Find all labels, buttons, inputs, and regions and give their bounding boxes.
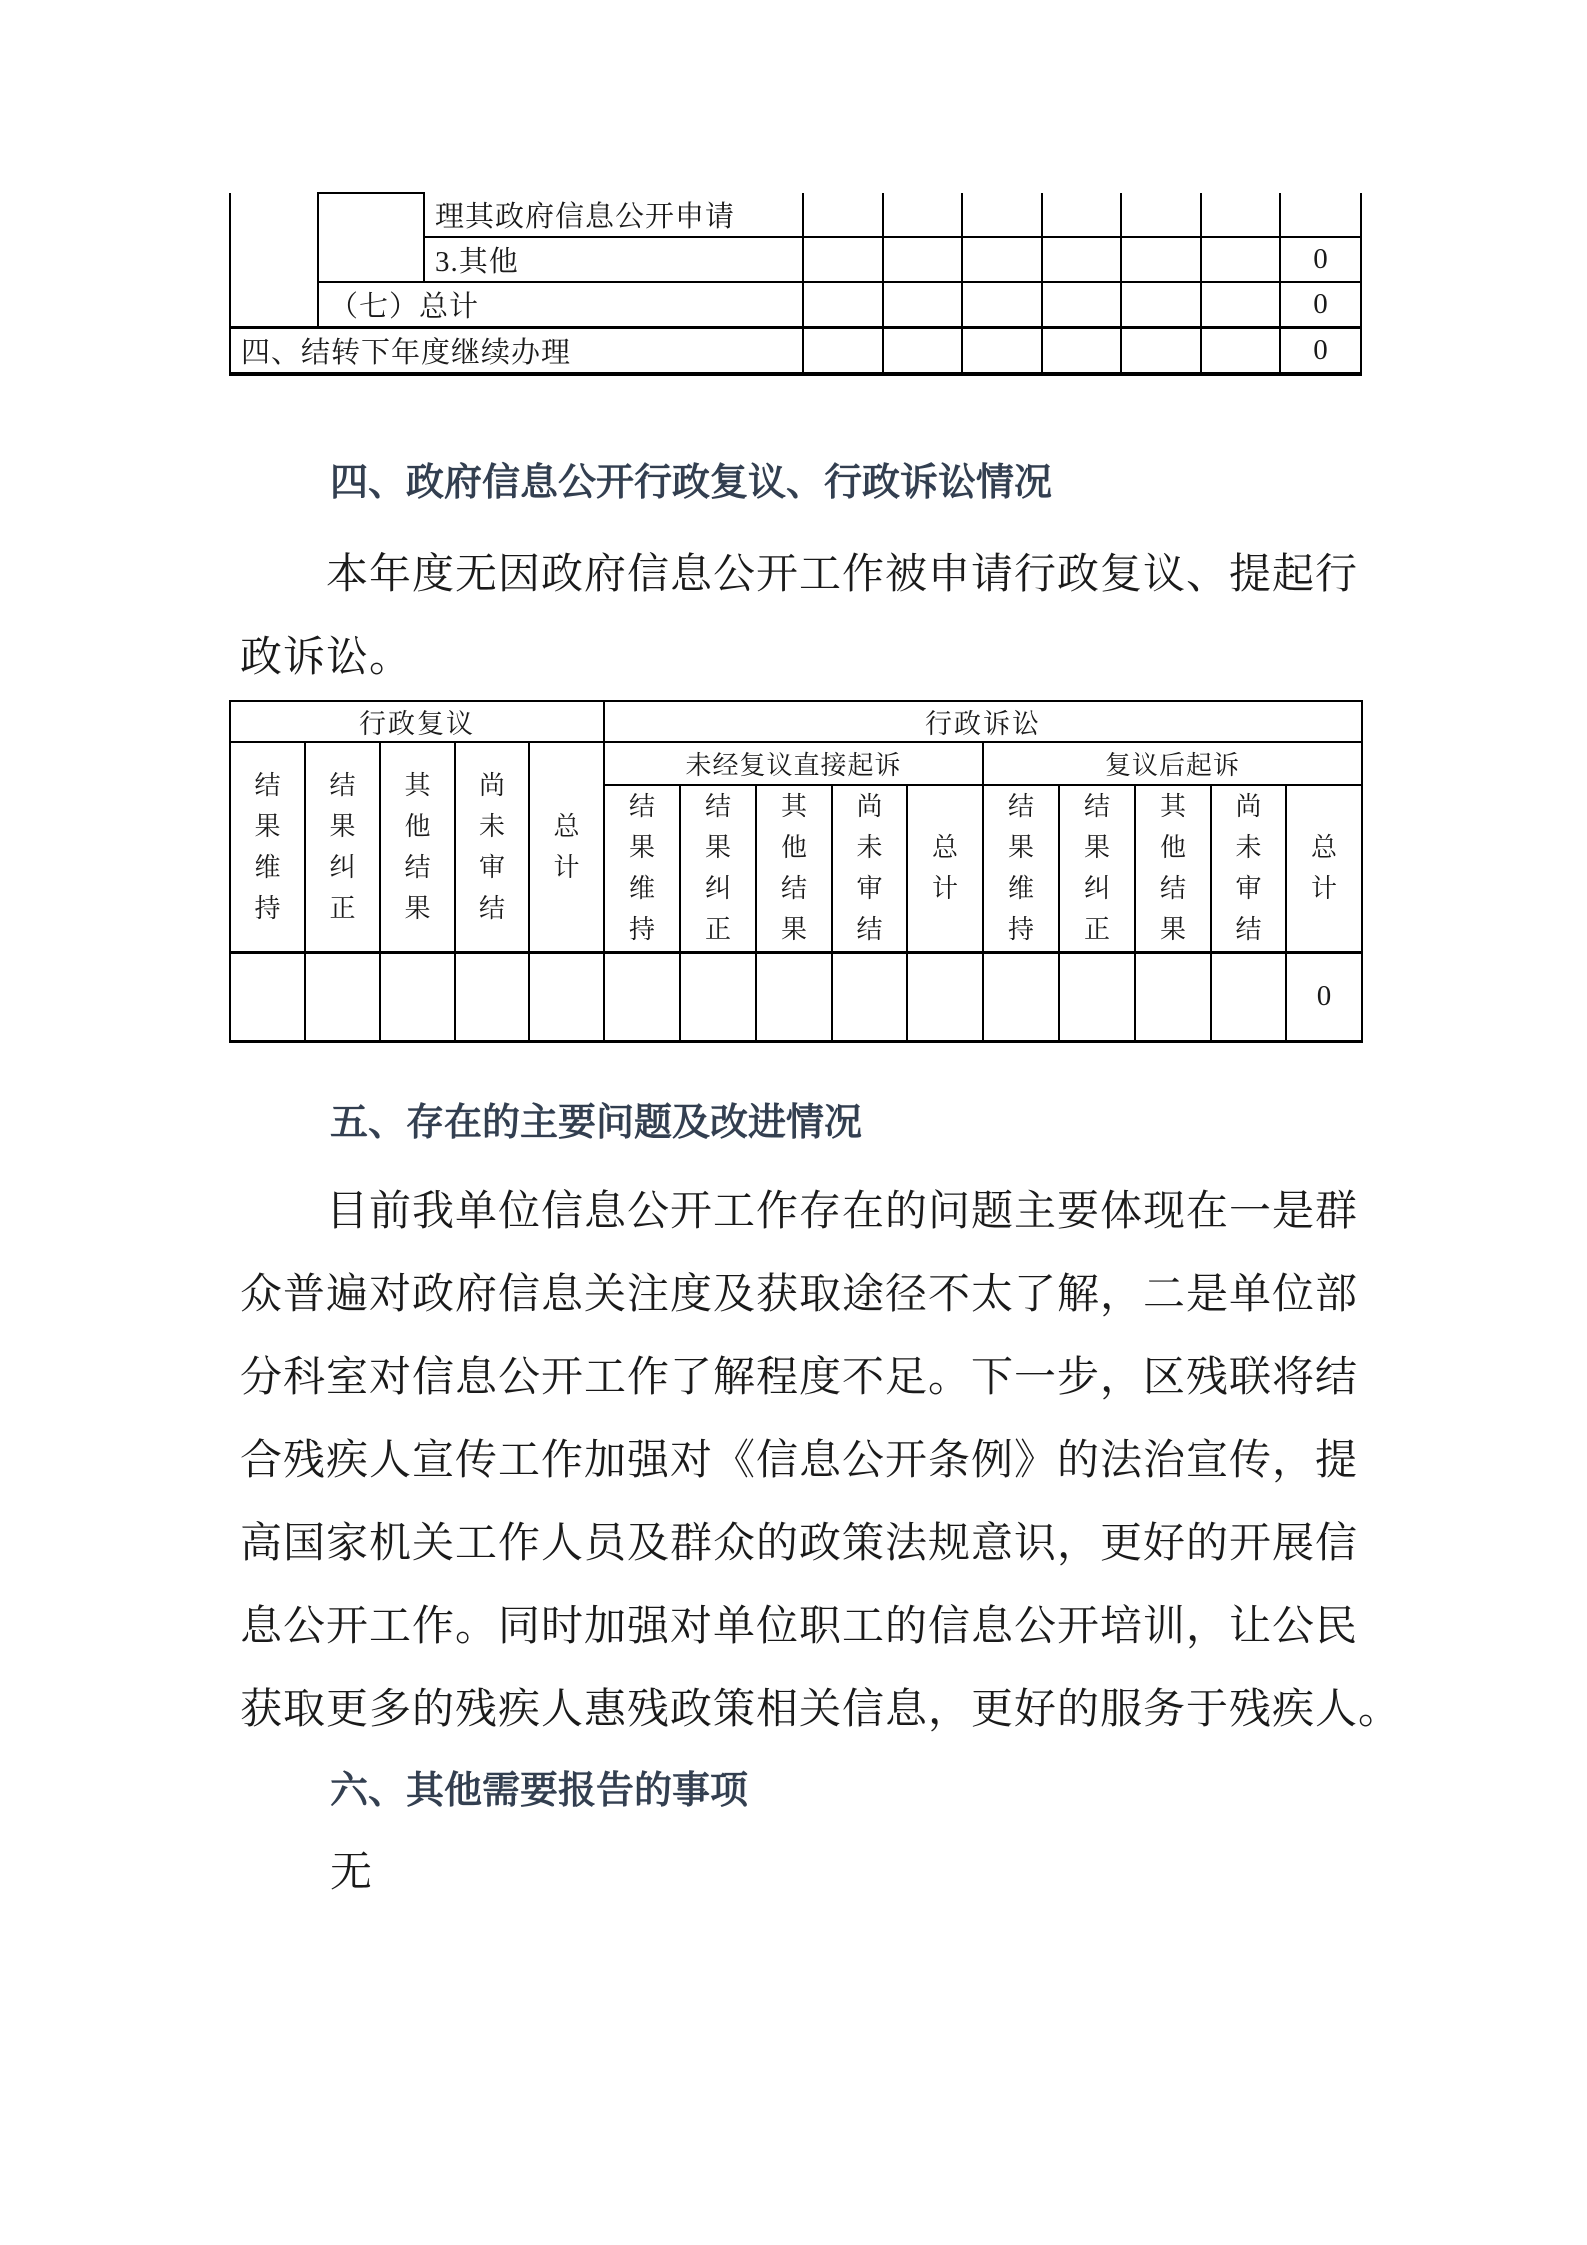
col-header-other: 其他结果 — [756, 785, 832, 952]
empty-cell — [756, 952, 832, 1041]
section6-body: 无 — [330, 1850, 374, 1896]
empty-cell — [962, 328, 1042, 375]
empty-cell — [883, 282, 962, 328]
col-header-upheld: 结果维持 — [604, 785, 680, 952]
merged-subcategory-cell — [318, 193, 424, 282]
col-header-upheld: 结果维持 — [983, 785, 1059, 952]
empty-cell — [604, 952, 680, 1041]
empty-cell — [962, 282, 1042, 328]
paragraph-line: 众普遍对政府信息关注度及获取途径不太了解，二是单位部 — [240, 1272, 1359, 1318]
row-label: （七）总计 — [318, 282, 803, 328]
col-header-other: 其他结果 — [380, 742, 455, 952]
table-row — [230, 328, 1361, 375]
col-header-corrected: 结果纠正 — [305, 742, 380, 952]
data-row — [230, 952, 1362, 1041]
row-label: 理其政府信息公开申请 — [424, 193, 803, 237]
merged-category-cell — [230, 193, 318, 328]
col-header-pending: 尚未审结 — [832, 785, 907, 952]
section4-paragraph — [240, 534, 1370, 700]
empty-cell — [1201, 282, 1280, 328]
empty-cell — [883, 328, 962, 375]
review-litigation-table — [229, 700, 1363, 1043]
empty-cell — [1121, 193, 1201, 237]
group-header-review: 行政复议 — [230, 701, 604, 742]
empty-cell — [1042, 282, 1121, 328]
sub-header-after-review: 复议后起诉 — [983, 742, 1362, 785]
total-cell: 0 — [1280, 328, 1361, 375]
empty-cell — [803, 237, 883, 282]
col-header-other: 其他结果 — [1135, 785, 1211, 952]
row-label: 3.其他 — [424, 237, 803, 282]
empty-cell — [832, 952, 907, 1041]
empty-cell — [1059, 952, 1135, 1041]
empty-cell — [230, 952, 305, 1041]
empty-cell — [1201, 237, 1280, 282]
empty-cell — [1135, 952, 1211, 1041]
section6-heading: 六、其他需要报告的事项 — [330, 1770, 749, 1812]
empty-cell — [680, 952, 756, 1041]
section4-heading: 四、政府信息公开行政复议、行政诉讼情况 — [330, 462, 1053, 504]
empty-cell — [907, 952, 983, 1041]
empty-cell — [983, 952, 1059, 1041]
empty-cell — [1042, 237, 1121, 282]
empty-cell — [1201, 193, 1280, 237]
col-header-total: 总计 — [907, 785, 983, 952]
section5-paragraph — [240, 1171, 1402, 1752]
empty-cell — [1201, 328, 1280, 375]
empty-cell — [803, 328, 883, 375]
empty-cell — [803, 282, 883, 328]
empty-cell — [529, 952, 604, 1041]
empty-cell — [1121, 328, 1201, 375]
empty-cell — [380, 952, 455, 1041]
empty-cell — [305, 952, 380, 1041]
grand-total-cell: 0 — [1286, 952, 1362, 1041]
group-header-litigation: 行政诉讼 — [604, 701, 1362, 742]
table-row — [230, 282, 1361, 328]
sub-header-direct-litigation: 未经复议直接起诉 — [604, 742, 983, 785]
paragraph-line: 合残疾人宣传工作加强对《信息公开条例》的法治宣传，提 — [240, 1438, 1359, 1484]
empty-cell — [962, 237, 1042, 282]
total-cell: 0 — [1280, 282, 1361, 328]
table-row — [230, 193, 1361, 237]
col-header-upheld: 结果维持 — [230, 742, 305, 952]
total-cell — [1280, 193, 1361, 237]
paragraph-line: 分科室对信息公开工作了解程度不足。下一步，区残联将结 — [240, 1355, 1359, 1401]
col-header-pending: 尚未审结 — [455, 742, 529, 952]
col-header-corrected: 结果纠正 — [680, 785, 756, 952]
col-header-total: 总计 — [1286, 785, 1362, 952]
applications-summary-table — [229, 192, 1362, 376]
empty-cell — [962, 193, 1042, 237]
paragraph-line: 息公开工作。同时加强对单位职工的信息公开培训，让公民 — [240, 1604, 1359, 1650]
paragraph-line: 本年度无因政府信息公开工作被申请行政复议、提起行 — [326, 552, 1359, 598]
paragraph-line: 政诉讼。 — [240, 635, 413, 681]
empty-cell — [1211, 952, 1286, 1041]
col-header-total: 总计 — [529, 742, 604, 952]
empty-cell — [803, 193, 883, 237]
empty-cell — [1042, 193, 1121, 237]
total-cell: 0 — [1280, 237, 1361, 282]
col-header-corrected: 结果纠正 — [1059, 785, 1135, 952]
paragraph-line: 目前我单位信息公开工作存在的问题主要体现在一是群 — [326, 1189, 1359, 1235]
empty-cell — [883, 237, 962, 282]
empty-cell — [455, 952, 529, 1041]
paragraph-line: 获取更多的残疾人惠残政策相关信息，更好的服务于残疾人。 — [240, 1687, 1402, 1733]
section5-heading: 五、存在的主要问题及改进情况 — [330, 1102, 863, 1144]
paragraph-line: 高国家机关工作人员及群众的政策法规意识，更好的开展信 — [240, 1521, 1359, 1567]
col-header-pending: 尚未审结 — [1211, 785, 1286, 952]
row-label: 四、结转下年度继续办理 — [230, 328, 803, 375]
group-header-row — [230, 701, 1362, 742]
empty-cell — [1042, 328, 1121, 375]
empty-cell — [883, 193, 962, 237]
empty-cell — [1121, 237, 1201, 282]
empty-cell — [1121, 282, 1201, 328]
sub-header-row — [230, 742, 1362, 785]
